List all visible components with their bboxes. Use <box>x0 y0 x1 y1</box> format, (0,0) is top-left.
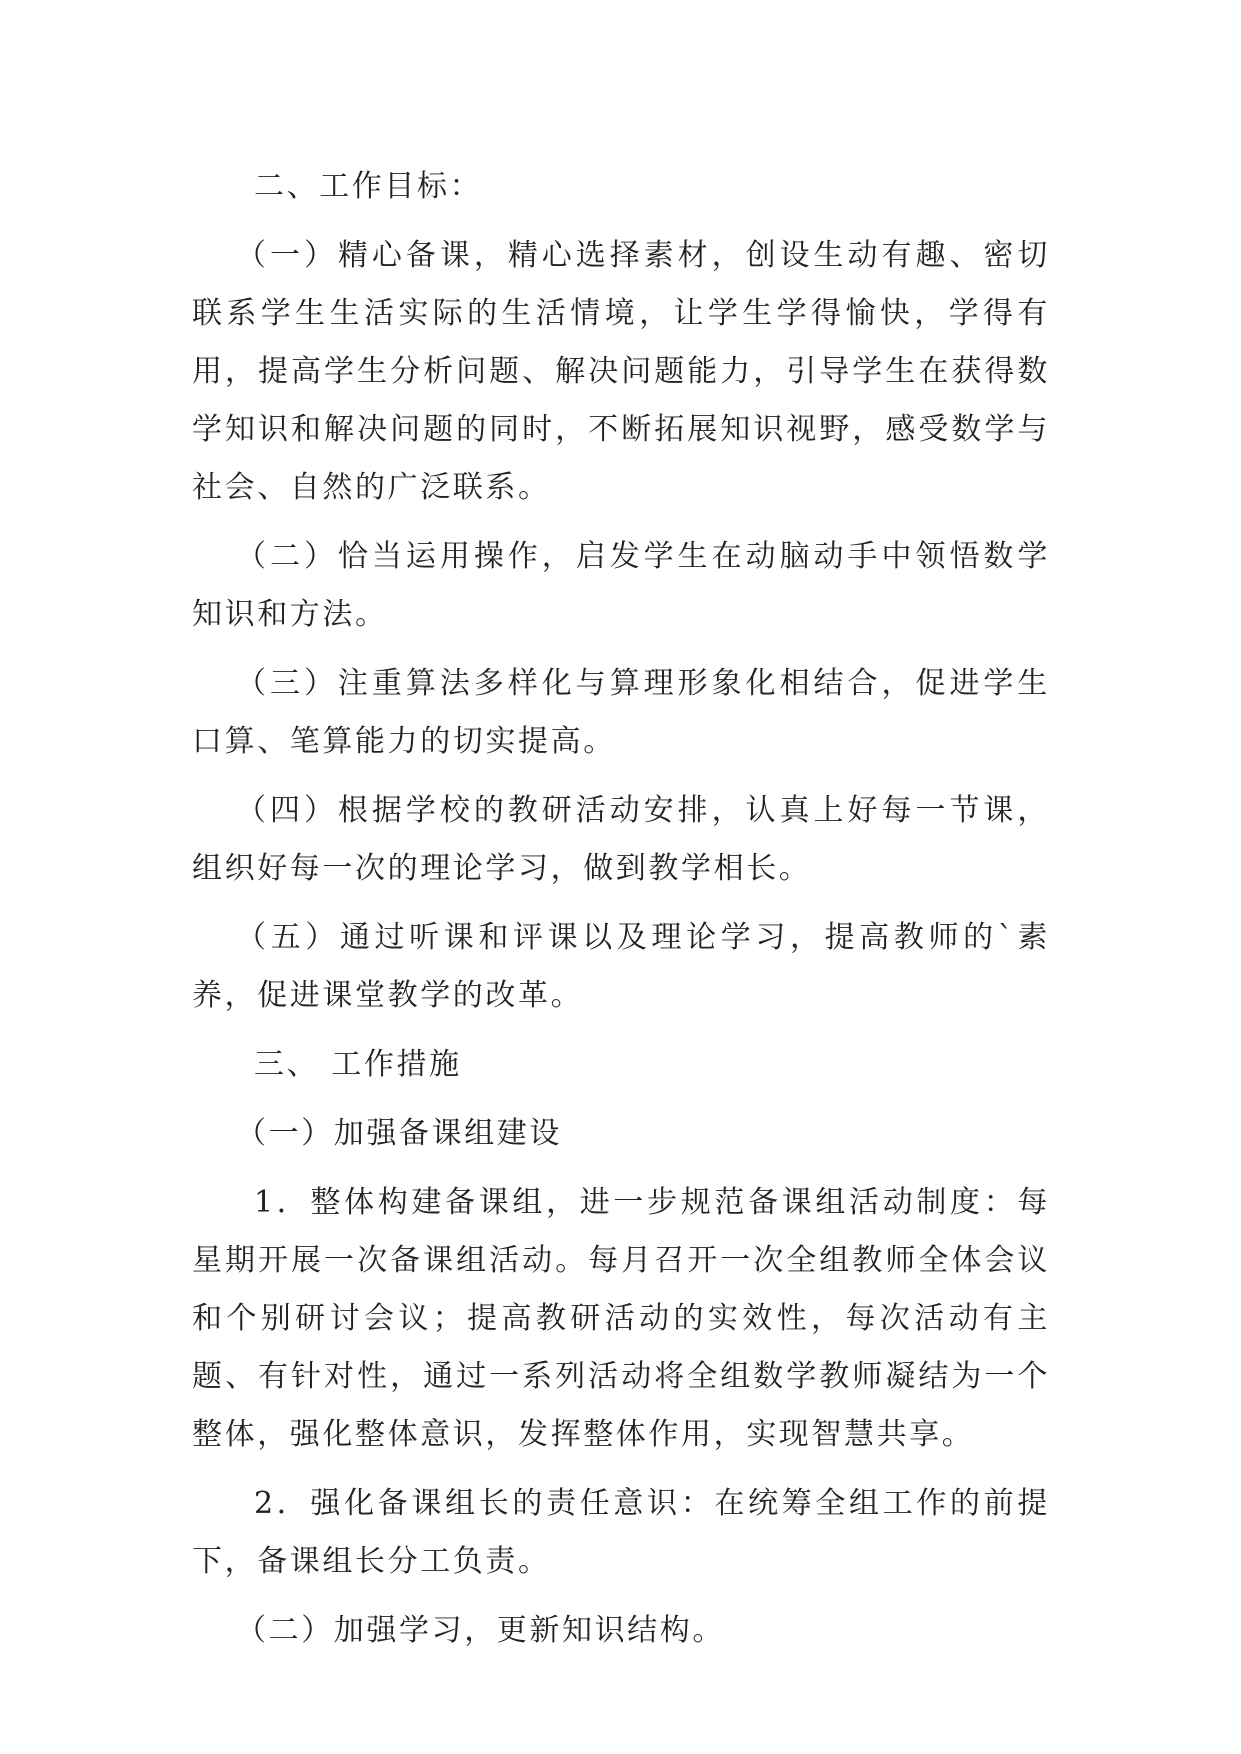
section-heading-work-measures: 三、 工作措施 <box>254 1047 462 1082</box>
measure-paragraph-1: 1．整体构建备课组，进一步规范备课组活动制度：每星期开展一次备课组活动。每月召开一次全组教师全体会议和个别研讨会议；提高教研活动的实效性，每次活动有主题、有针对性，通过一系列活动将全组数学教师凝结为一个整体，强化整体意识，发挥整体作用，实现智慧共享。 <box>192 1185 1050 1452</box>
measure-subheading-1: （一）加强备课组建设 <box>236 1116 562 1151</box>
document-body <box>192 158 1050 1671</box>
goal-paragraph-2: （二）恰当运用操作，启发学生在动脑动手中领悟数学知识和方法。 <box>192 539 1050 632</box>
goal-paragraph-1: （一）精心备课，精心选择素材，创设生动有趣、密切联系学生生活实际的生活情境，让学生学得愉快，学得有用，提高学生分析问题、解决问题能力，引导学生在获得数学知识和解决问题的同时，不断拓展知识视野，感受数学与社会、自然的广泛联系。 <box>192 238 1050 505</box>
goal-paragraph-5: （五）通过听课和评课以及理论学习，提高教师的`素养，促进课堂教学的改革。 <box>192 920 1050 1013</box>
measure-paragraph-2: 2．强化备课组长的责任意识：在统筹全组工作的前提下，备课组长分工负责。 <box>192 1486 1050 1579</box>
measure-subheading-2: （二）加强学习，更新知识结构。 <box>236 1613 725 1648</box>
goal-paragraph-4: （四）根据学校的教研活动安排，认真上好每一节课，组织好每一次的理论学习，做到教学相长。 <box>192 793 1050 886</box>
section-heading-work-goals: 二、工作目标： <box>254 169 483 204</box>
goal-paragraph-3: （三）注重算法多样化与算理形象化相结合，促进学生口算、笔算能力的切实提高。 <box>192 666 1050 759</box>
